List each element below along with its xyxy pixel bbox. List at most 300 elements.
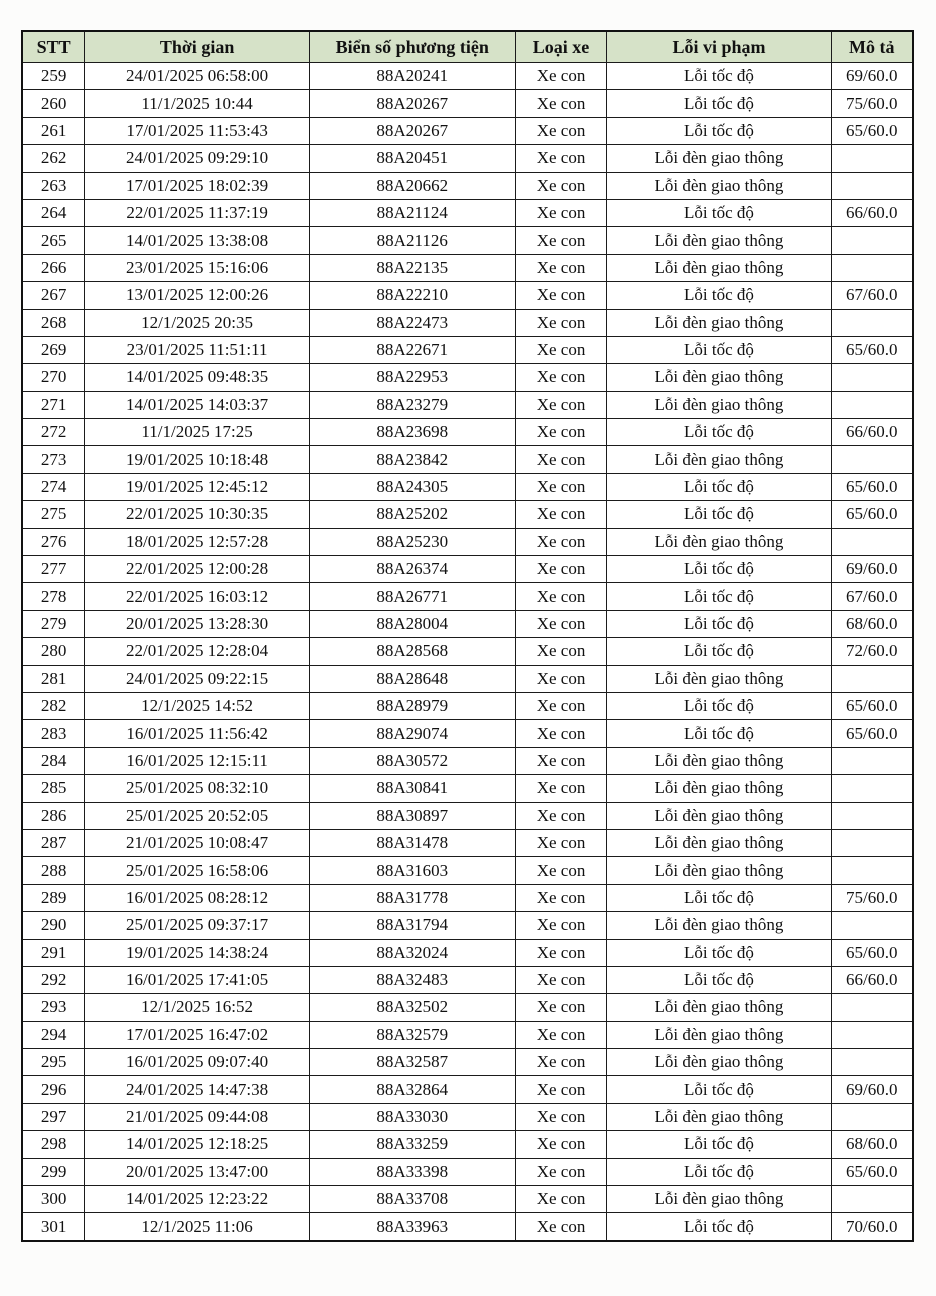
table-cell-thoi-gian: 14/01/2025 12:18:25 (85, 1131, 310, 1158)
table-cell-mo-ta (831, 747, 913, 774)
table-cell-loi-vi-pham: Lỗi đèn giao thông (607, 391, 831, 418)
table-cell-bien-so-phuong-tien: 88A22210 (309, 282, 515, 309)
table-cell-thoi-gian: 20/01/2025 13:47:00 (85, 1158, 310, 1185)
table-cell-loi-vi-pham: Lỗi đèn giao thông (607, 227, 831, 254)
table-cell-stt: 289 (22, 884, 85, 911)
table-cell-thoi-gian: 24/01/2025 14:47:38 (85, 1076, 310, 1103)
table-cell-thoi-gian: 25/01/2025 09:37:17 (85, 912, 310, 939)
table-row (22, 720, 913, 747)
table-cell-stt: 279 (22, 610, 85, 637)
table-row (22, 336, 913, 363)
table-cell-loai-xe: Xe con (515, 638, 607, 665)
table-cell-stt: 300 (22, 1186, 85, 1213)
table-cell-thoi-gian: 12/1/2025 16:52 (85, 994, 310, 1021)
table-cell-stt: 296 (22, 1076, 85, 1103)
table-cell-bien-so-phuong-tien: 88A21124 (309, 199, 515, 226)
table-cell-bien-so-phuong-tien: 88A32579 (309, 1021, 515, 1048)
table-cell-loi-vi-pham: Lỗi tốc độ (607, 884, 831, 911)
table-cell-bien-so-phuong-tien: 88A30897 (309, 802, 515, 829)
table-cell-bien-so-phuong-tien: 88A24305 (309, 473, 515, 500)
table-cell-stt: 275 (22, 501, 85, 528)
table-cell-loai-xe: Xe con (515, 391, 607, 418)
table-row (22, 1103, 913, 1130)
table-cell-bien-so-phuong-tien: 88A23279 (309, 391, 515, 418)
table-cell-loi-vi-pham: Lỗi đèn giao thông (607, 912, 831, 939)
table-cell-mo-ta (831, 829, 913, 856)
table-cell-stt: 261 (22, 117, 85, 144)
table-cell-thoi-gian: 14/01/2025 12:23:22 (85, 1186, 310, 1213)
table-cell-loai-xe: Xe con (515, 720, 607, 747)
table-cell-loi-vi-pham: Lỗi đèn giao thông (607, 309, 831, 336)
table-cell-loi-vi-pham: Lỗi đèn giao thông (607, 1186, 831, 1213)
table-cell-bien-so-phuong-tien: 88A28568 (309, 638, 515, 665)
table-cell-bien-so-phuong-tien: 88A22135 (309, 254, 515, 281)
table-cell-stt: 286 (22, 802, 85, 829)
table-row (22, 1021, 913, 1048)
table-row (22, 829, 913, 856)
table-cell-bien-so-phuong-tien: 88A29074 (309, 720, 515, 747)
table-cell-bien-so-phuong-tien: 88A32502 (309, 994, 515, 1021)
table-cell-mo-ta: 69/60.0 (831, 556, 913, 583)
table-row (22, 1213, 913, 1241)
table-row (22, 282, 913, 309)
table-cell-mo-ta (831, 446, 913, 473)
table-cell-mo-ta: 67/60.0 (831, 583, 913, 610)
table-cell-loi-vi-pham: Lỗi đèn giao thông (607, 802, 831, 829)
table-cell-loai-xe: Xe con (515, 254, 607, 281)
table-cell-thoi-gian: 16/01/2025 09:07:40 (85, 1049, 310, 1076)
table-cell-stt: 273 (22, 446, 85, 473)
table-cell-loai-xe: Xe con (515, 692, 607, 719)
table-cell-loai-xe: Xe con (515, 912, 607, 939)
table-cell-loi-vi-pham: Lỗi tốc độ (607, 501, 831, 528)
table-cell-loi-vi-pham: Lỗi tốc độ (607, 63, 831, 90)
table-row (22, 145, 913, 172)
table-cell-loi-vi-pham: Lỗi đèn giao thông (607, 254, 831, 281)
table-cell-mo-ta (831, 145, 913, 172)
table-cell-bien-so-phuong-tien: 88A20451 (309, 145, 515, 172)
table-cell-thoi-gian: 21/01/2025 09:44:08 (85, 1103, 310, 1130)
table-cell-loi-vi-pham: Lỗi đèn giao thông (607, 747, 831, 774)
table-cell-loi-vi-pham: Lỗi tốc độ (607, 117, 831, 144)
table-row (22, 528, 913, 555)
table-cell-thoi-gian: 16/01/2025 12:15:11 (85, 747, 310, 774)
table-cell-bien-so-phuong-tien: 88A31478 (309, 829, 515, 856)
table-cell-loi-vi-pham: Lỗi tốc độ (607, 1131, 831, 1158)
table-cell-thoi-gian: 13/01/2025 12:00:26 (85, 282, 310, 309)
table-cell-bien-so-phuong-tien: 88A22473 (309, 309, 515, 336)
table-cell-mo-ta: 67/60.0 (831, 282, 913, 309)
table-cell-mo-ta (831, 994, 913, 1021)
table-cell-bien-so-phuong-tien: 88A20267 (309, 90, 515, 117)
table-row (22, 1049, 913, 1076)
table-cell-mo-ta: 68/60.0 (831, 610, 913, 637)
table-cell-mo-ta (831, 802, 913, 829)
table-cell-loai-xe: Xe con (515, 501, 607, 528)
table-row (22, 556, 913, 583)
table-cell-thoi-gian: 25/01/2025 20:52:05 (85, 802, 310, 829)
col-header-loi-vi-pham: Lỗi vi phạm (607, 31, 831, 63)
table-cell-bien-so-phuong-tien: 88A23698 (309, 419, 515, 446)
table-cell-bien-so-phuong-tien: 88A21126 (309, 227, 515, 254)
table-cell-thoi-gian: 24/01/2025 06:58:00 (85, 63, 310, 90)
table-cell-thoi-gian: 22/01/2025 12:28:04 (85, 638, 310, 665)
table-cell-loi-vi-pham: Lỗi đèn giao thông (607, 1103, 831, 1130)
table-cell-thoi-gian: 14/01/2025 14:03:37 (85, 391, 310, 418)
table-cell-stt: 259 (22, 63, 85, 90)
table-cell-stt: 282 (22, 692, 85, 719)
table-cell-loai-xe: Xe con (515, 90, 607, 117)
table-cell-loai-xe: Xe con (515, 1213, 607, 1241)
table-cell-loi-vi-pham: Lỗi tốc độ (607, 473, 831, 500)
table-cell-stt: 290 (22, 912, 85, 939)
table-cell-mo-ta (831, 1103, 913, 1130)
table-cell-stt: 281 (22, 665, 85, 692)
table-cell-loai-xe: Xe con (515, 364, 607, 391)
violations-table (21, 30, 914, 1242)
table-cell-bien-so-phuong-tien: 88A31603 (309, 857, 515, 884)
table-cell-loai-xe: Xe con (515, 172, 607, 199)
table-cell-stt: 291 (22, 939, 85, 966)
table-cell-loi-vi-pham: Lỗi tốc độ (607, 282, 831, 309)
table-cell-loi-vi-pham: Lỗi tốc độ (607, 610, 831, 637)
table-cell-stt: 293 (22, 994, 85, 1021)
table-cell-stt: 283 (22, 720, 85, 747)
table-cell-bien-so-phuong-tien: 88A26374 (309, 556, 515, 583)
table-row (22, 1076, 913, 1103)
table-cell-stt: 295 (22, 1049, 85, 1076)
table-cell-loai-xe: Xe con (515, 227, 607, 254)
table-row (22, 1158, 913, 1185)
table-cell-stt: 278 (22, 583, 85, 610)
table-cell-stt: 301 (22, 1213, 85, 1241)
table-cell-mo-ta (831, 309, 913, 336)
table-cell-bien-so-phuong-tien: 88A33963 (309, 1213, 515, 1241)
table-cell-mo-ta: 69/60.0 (831, 1076, 913, 1103)
table-cell-mo-ta (831, 665, 913, 692)
table-cell-mo-ta: 66/60.0 (831, 419, 913, 446)
table-row (22, 473, 913, 500)
table-cell-loi-vi-pham: Lỗi đèn giao thông (607, 994, 831, 1021)
table-cell-loai-xe: Xe con (515, 966, 607, 993)
col-header-stt: STT (22, 31, 85, 63)
table-cell-thoi-gian: 19/01/2025 10:18:48 (85, 446, 310, 473)
table-row (22, 1186, 913, 1213)
table-cell-thoi-gian: 19/01/2025 12:45:12 (85, 473, 310, 500)
table-cell-mo-ta (831, 528, 913, 555)
table-cell-loi-vi-pham: Lỗi đèn giao thông (607, 172, 831, 199)
table-cell-stt: 298 (22, 1131, 85, 1158)
table-cell-loai-xe: Xe con (515, 63, 607, 90)
table-cell-mo-ta: 70/60.0 (831, 1213, 913, 1241)
table-cell-bien-so-phuong-tien: 88A32864 (309, 1076, 515, 1103)
table-cell-loi-vi-pham: Lỗi tốc độ (607, 336, 831, 363)
table-cell-bien-so-phuong-tien: 88A30572 (309, 747, 515, 774)
table-cell-loi-vi-pham: Lỗi đèn giao thông (607, 665, 831, 692)
table-cell-thoi-gian: 17/01/2025 18:02:39 (85, 172, 310, 199)
table-cell-stt: 277 (22, 556, 85, 583)
table-cell-stt: 299 (22, 1158, 85, 1185)
table-cell-loi-vi-pham: Lỗi tốc độ (607, 720, 831, 747)
table-cell-loi-vi-pham: Lỗi tốc độ (607, 1158, 831, 1185)
table-cell-loi-vi-pham: Lỗi tốc độ (607, 638, 831, 665)
table-cell-loai-xe: Xe con (515, 282, 607, 309)
table-cell-thoi-gian: 21/01/2025 10:08:47 (85, 829, 310, 856)
table-cell-thoi-gian: 12/1/2025 14:52 (85, 692, 310, 719)
table-cell-loi-vi-pham: Lỗi đèn giao thông (607, 446, 831, 473)
table-cell-stt: 292 (22, 966, 85, 993)
table-cell-mo-ta: 65/60.0 (831, 117, 913, 144)
table-cell-thoi-gian: 24/01/2025 09:29:10 (85, 145, 310, 172)
table-cell-thoi-gian: 17/01/2025 16:47:02 (85, 1021, 310, 1048)
table-cell-bien-so-phuong-tien: 88A32024 (309, 939, 515, 966)
table-cell-mo-ta: 68/60.0 (831, 1131, 913, 1158)
table-cell-mo-ta: 65/60.0 (831, 1158, 913, 1185)
table-cell-mo-ta: 65/60.0 (831, 939, 913, 966)
table-cell-stt: 269 (22, 336, 85, 363)
table-row (22, 199, 913, 226)
table-cell-mo-ta: 65/60.0 (831, 501, 913, 528)
table-cell-loai-xe: Xe con (515, 1076, 607, 1103)
table-cell-stt: 263 (22, 172, 85, 199)
table-cell-stt: 260 (22, 90, 85, 117)
table-cell-stt: 287 (22, 829, 85, 856)
table-cell-thoi-gian: 14/01/2025 13:38:08 (85, 227, 310, 254)
table-cell-thoi-gian: 12/1/2025 11:06 (85, 1213, 310, 1241)
table-cell-mo-ta (831, 254, 913, 281)
table-cell-bien-so-phuong-tien: 88A20241 (309, 63, 515, 90)
table-cell-loai-xe: Xe con (515, 419, 607, 446)
table-cell-loai-xe: Xe con (515, 829, 607, 856)
table-cell-mo-ta: 69/60.0 (831, 63, 913, 90)
table-cell-loai-xe: Xe con (515, 528, 607, 555)
table-cell-stt: 264 (22, 199, 85, 226)
table-cell-loai-xe: Xe con (515, 117, 607, 144)
table-cell-bien-so-phuong-tien: 88A26771 (309, 583, 515, 610)
table-cell-thoi-gian: 16/01/2025 17:41:05 (85, 966, 310, 993)
table-cell-thoi-gian: 25/01/2025 08:32:10 (85, 775, 310, 802)
table-cell-bien-so-phuong-tien: 88A31778 (309, 884, 515, 911)
table-cell-mo-ta (831, 227, 913, 254)
table-cell-loai-xe: Xe con (515, 556, 607, 583)
table-cell-mo-ta (831, 857, 913, 884)
table-cell-stt: 285 (22, 775, 85, 802)
table-row (22, 994, 913, 1021)
table-cell-loi-vi-pham: Lỗi đèn giao thông (607, 1021, 831, 1048)
table-cell-loai-xe: Xe con (515, 665, 607, 692)
table-cell-loai-xe: Xe con (515, 747, 607, 774)
table-cell-bien-so-phuong-tien: 88A20662 (309, 172, 515, 199)
table-cell-bien-so-phuong-tien: 88A25202 (309, 501, 515, 528)
table-cell-loai-xe: Xe con (515, 857, 607, 884)
table-cell-thoi-gian: 17/01/2025 11:53:43 (85, 117, 310, 144)
table-row (22, 309, 913, 336)
table-row (22, 747, 913, 774)
table-cell-stt: 262 (22, 145, 85, 172)
table-cell-loai-xe: Xe con (515, 336, 607, 363)
table-cell-thoi-gian: 22/01/2025 11:37:19 (85, 199, 310, 226)
table-cell-thoi-gian: 23/01/2025 11:51:11 (85, 336, 310, 363)
table-row (22, 90, 913, 117)
table-row (22, 254, 913, 281)
table-row (22, 391, 913, 418)
table-cell-loi-vi-pham: Lỗi tốc độ (607, 692, 831, 719)
table-cell-bien-so-phuong-tien: 88A33398 (309, 1158, 515, 1185)
table-cell-stt: 270 (22, 364, 85, 391)
table-cell-bien-so-phuong-tien: 88A28004 (309, 610, 515, 637)
table-cell-thoi-gian: 14/01/2025 09:48:35 (85, 364, 310, 391)
table-cell-loai-xe: Xe con (515, 473, 607, 500)
table-cell-thoi-gian: 16/01/2025 08:28:12 (85, 884, 310, 911)
table-row (22, 884, 913, 911)
table-cell-stt: 265 (22, 227, 85, 254)
table-row (22, 966, 913, 993)
table-row (22, 638, 913, 665)
table-cell-thoi-gian: 20/01/2025 13:28:30 (85, 610, 310, 637)
table-cell-loai-xe: Xe con (515, 309, 607, 336)
table-cell-loai-xe: Xe con (515, 610, 607, 637)
table-cell-loai-xe: Xe con (515, 1158, 607, 1185)
table-row (22, 610, 913, 637)
table-cell-loi-vi-pham: Lỗi đèn giao thông (607, 528, 831, 555)
table-cell-loai-xe: Xe con (515, 1186, 607, 1213)
col-header-mo-ta: Mô tả (831, 31, 913, 63)
table-cell-mo-ta: 66/60.0 (831, 966, 913, 993)
table-cell-bien-so-phuong-tien: 88A32587 (309, 1049, 515, 1076)
table-cell-stt: 276 (22, 528, 85, 555)
table-cell-loi-vi-pham: Lỗi đèn giao thông (607, 1049, 831, 1076)
table-cell-stt: 267 (22, 282, 85, 309)
col-header-bien-so-phuong-tien: Biển số phương tiện (309, 31, 515, 63)
table-cell-bien-so-phuong-tien: 88A28979 (309, 692, 515, 719)
table-cell-stt: 294 (22, 1021, 85, 1048)
table-cell-loai-xe: Xe con (515, 1131, 607, 1158)
table-cell-mo-ta: 75/60.0 (831, 90, 913, 117)
table-cell-stt: 284 (22, 747, 85, 774)
table-cell-thoi-gian: 22/01/2025 10:30:35 (85, 501, 310, 528)
table-row (22, 912, 913, 939)
table-row (22, 665, 913, 692)
table-cell-loi-vi-pham: Lỗi tốc độ (607, 1076, 831, 1103)
table-cell-loai-xe: Xe con (515, 1021, 607, 1048)
table-cell-loi-vi-pham: Lỗi tốc độ (607, 419, 831, 446)
header-row (22, 31, 913, 63)
table-cell-loi-vi-pham: Lỗi tốc độ (607, 556, 831, 583)
table-cell-thoi-gian: 18/01/2025 12:57:28 (85, 528, 310, 555)
table-cell-stt: 268 (22, 309, 85, 336)
table-row (22, 939, 913, 966)
table-row (22, 63, 913, 90)
table-cell-stt: 288 (22, 857, 85, 884)
table-cell-thoi-gian: 25/01/2025 16:58:06 (85, 857, 310, 884)
table-cell-stt: 271 (22, 391, 85, 418)
table-cell-loai-xe: Xe con (515, 1103, 607, 1130)
table-row (22, 446, 913, 473)
table-cell-loi-vi-pham: Lỗi tốc độ (607, 90, 831, 117)
table-cell-stt: 272 (22, 419, 85, 446)
table-cell-bien-so-phuong-tien: 88A30841 (309, 775, 515, 802)
table-cell-mo-ta (831, 1186, 913, 1213)
table-cell-loi-vi-pham: Lỗi đèn giao thông (607, 145, 831, 172)
table-cell-thoi-gian: 12/1/2025 20:35 (85, 309, 310, 336)
table-row (22, 583, 913, 610)
table-cell-mo-ta: 72/60.0 (831, 638, 913, 665)
table-cell-mo-ta (831, 1021, 913, 1048)
table-row (22, 802, 913, 829)
table-cell-stt: 266 (22, 254, 85, 281)
table-cell-bien-so-phuong-tien: 88A33030 (309, 1103, 515, 1130)
table-cell-loi-vi-pham: Lỗi tốc độ (607, 939, 831, 966)
table-cell-thoi-gian: 16/01/2025 11:56:42 (85, 720, 310, 747)
table-cell-mo-ta: 75/60.0 (831, 884, 913, 911)
table-cell-mo-ta (831, 912, 913, 939)
table-row (22, 117, 913, 144)
table-row (22, 857, 913, 884)
table-row (22, 364, 913, 391)
table-cell-bien-so-phuong-tien: 88A20267 (309, 117, 515, 144)
table-cell-bien-so-phuong-tien: 88A33708 (309, 1186, 515, 1213)
table-cell-thoi-gian: 23/01/2025 15:16:06 (85, 254, 310, 281)
table-cell-loai-xe: Xe con (515, 446, 607, 473)
table-cell-thoi-gian: 11/1/2025 17:25 (85, 419, 310, 446)
table-cell-thoi-gian: 24/01/2025 09:22:15 (85, 665, 310, 692)
table-cell-bien-so-phuong-tien: 88A22671 (309, 336, 515, 363)
table-cell-loi-vi-pham: Lỗi tốc độ (607, 1213, 831, 1241)
table-cell-stt: 274 (22, 473, 85, 500)
table-cell-loai-xe: Xe con (515, 884, 607, 911)
table-cell-thoi-gian: 22/01/2025 12:00:28 (85, 556, 310, 583)
table-body (22, 63, 913, 1241)
table-cell-mo-ta: 66/60.0 (831, 199, 913, 226)
table-cell-mo-ta: 65/60.0 (831, 473, 913, 500)
table-cell-loai-xe: Xe con (515, 802, 607, 829)
table-row (22, 501, 913, 528)
col-header-thoi-gian: Thời gian (85, 31, 310, 63)
table-cell-loi-vi-pham: Lỗi đèn giao thông (607, 857, 831, 884)
table-cell-loai-xe: Xe con (515, 583, 607, 610)
table-cell-thoi-gian: 11/1/2025 10:44 (85, 90, 310, 117)
table-cell-stt: 297 (22, 1103, 85, 1130)
table-cell-mo-ta (831, 1049, 913, 1076)
table-cell-bien-so-phuong-tien: 88A31794 (309, 912, 515, 939)
table-row (22, 227, 913, 254)
table-header (22, 31, 913, 63)
table-cell-bien-so-phuong-tien: 88A25230 (309, 528, 515, 555)
table-cell-loai-xe: Xe con (515, 939, 607, 966)
table-cell-bien-so-phuong-tien: 88A22953 (309, 364, 515, 391)
table-cell-bien-so-phuong-tien: 88A28648 (309, 665, 515, 692)
table-cell-loi-vi-pham: Lỗi tốc độ (607, 199, 831, 226)
table-cell-loai-xe: Xe con (515, 145, 607, 172)
table-cell-mo-ta: 65/60.0 (831, 336, 913, 363)
table-row (22, 692, 913, 719)
table-cell-stt: 280 (22, 638, 85, 665)
table-cell-mo-ta: 65/60.0 (831, 692, 913, 719)
table-cell-mo-ta (831, 172, 913, 199)
table-cell-loi-vi-pham: Lỗi đèn giao thông (607, 364, 831, 391)
table-cell-loai-xe: Xe con (515, 994, 607, 1021)
table-cell-thoi-gian: 19/01/2025 14:38:24 (85, 939, 310, 966)
table-row (22, 419, 913, 446)
table-cell-loi-vi-pham: Lỗi đèn giao thông (607, 775, 831, 802)
table-cell-mo-ta: 65/60.0 (831, 720, 913, 747)
table-cell-loi-vi-pham: Lỗi tốc độ (607, 966, 831, 993)
table-row (22, 775, 913, 802)
table-cell-bien-so-phuong-tien: 88A23842 (309, 446, 515, 473)
table-cell-mo-ta (831, 775, 913, 802)
table-cell-loi-vi-pham: Lỗi đèn giao thông (607, 829, 831, 856)
table-row (22, 1131, 913, 1158)
